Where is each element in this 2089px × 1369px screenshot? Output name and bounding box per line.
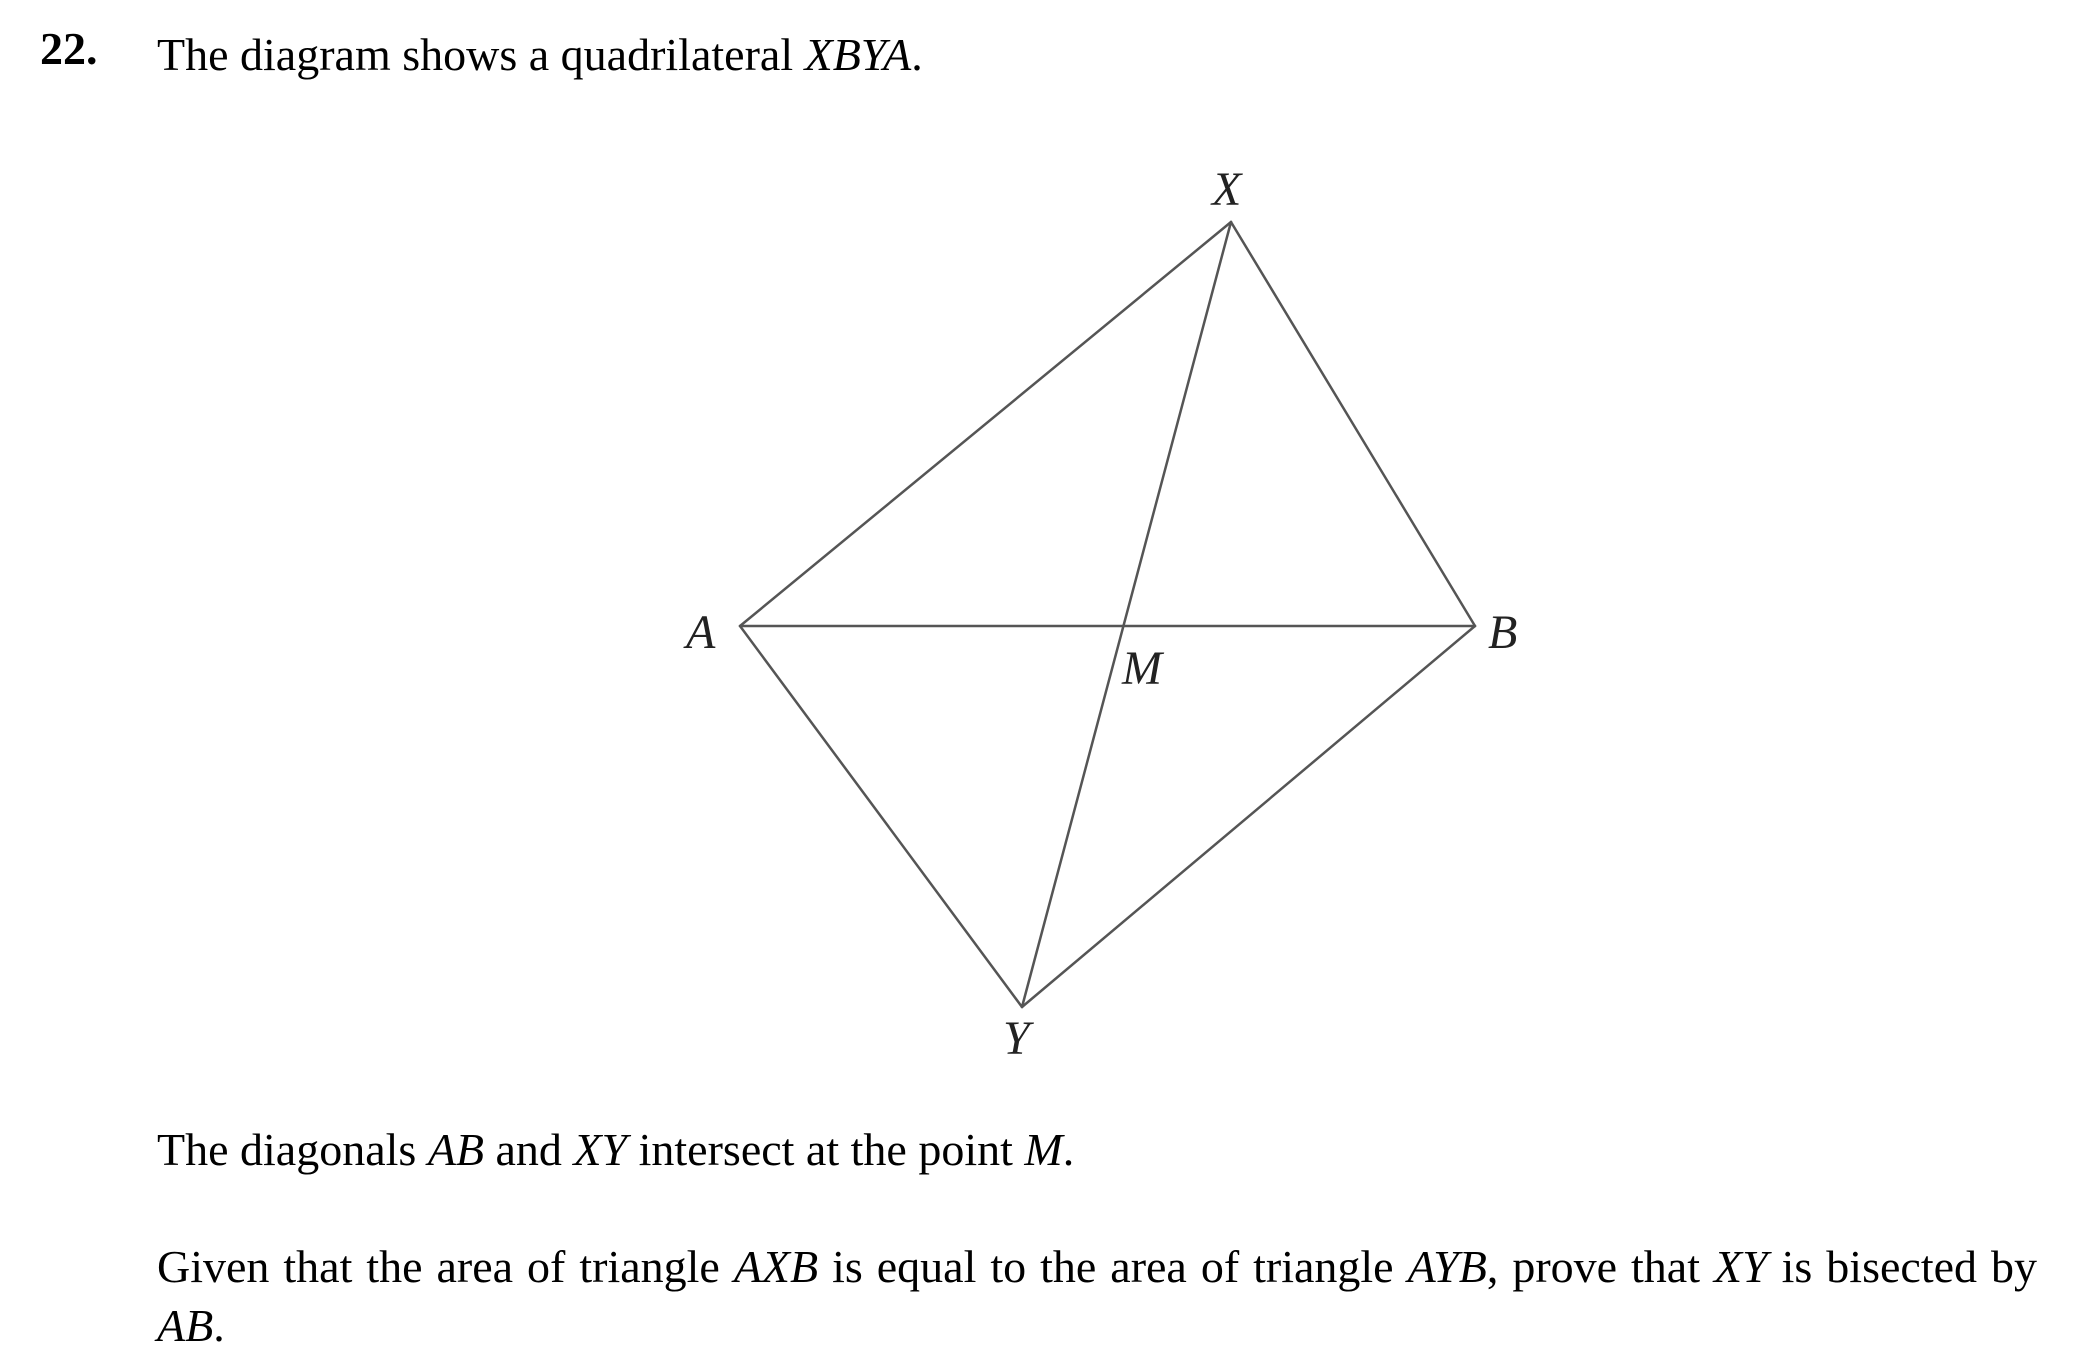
given-text-2: is equal to the area of triangle — [818, 1241, 1408, 1292]
vertex-label-a: A — [686, 606, 716, 659]
statement-ab: AB — [427, 1124, 485, 1175]
intro-end: . — [911, 29, 923, 80]
given-ab: AB — [157, 1299, 214, 1351]
given-ayb: AYB — [1407, 1241, 1487, 1292]
statement-xy: XY — [573, 1124, 628, 1175]
edge-xb — [1231, 222, 1475, 626]
given-axb: AXB — [733, 1241, 819, 1292]
vertex-label-y: Y — [1003, 1012, 1030, 1065]
intro-shape-name: XBYA — [804, 29, 912, 80]
given-text-5: . — [213, 1299, 225, 1351]
question-number: 22. — [40, 23, 98, 74]
statement-text-4: . — [1062, 1124, 1075, 1175]
statement-text-1: The diagonals — [157, 1124, 428, 1175]
diagonal-xy — [1022, 222, 1231, 1007]
vertex-label-x: X — [1212, 163, 1242, 216]
given-text-4: is bisected by — [1767, 1241, 2037, 1292]
statement-text-2: and — [484, 1124, 574, 1175]
vertex-label-b: B — [1488, 606, 1518, 659]
intro-text: The diagram shows a quadrilateral — [157, 29, 805, 80]
diagonals-statement — [157, 1121, 1074, 1179]
edge-ax — [740, 222, 1231, 626]
given-xy: XY — [1713, 1241, 1768, 1292]
statement-m: M — [1024, 1124, 1063, 1175]
given-text-3: , prove that — [1486, 1241, 1714, 1292]
given-statement — [157, 1238, 2037, 1356]
point-label-m: M — [1122, 642, 1162, 695]
statement-text-3: intersect at the point — [627, 1124, 1025, 1175]
edge-by — [1022, 626, 1475, 1007]
edge-ya — [740, 626, 1022, 1007]
given-text-1: Given that the area of triangle — [157, 1241, 734, 1292]
